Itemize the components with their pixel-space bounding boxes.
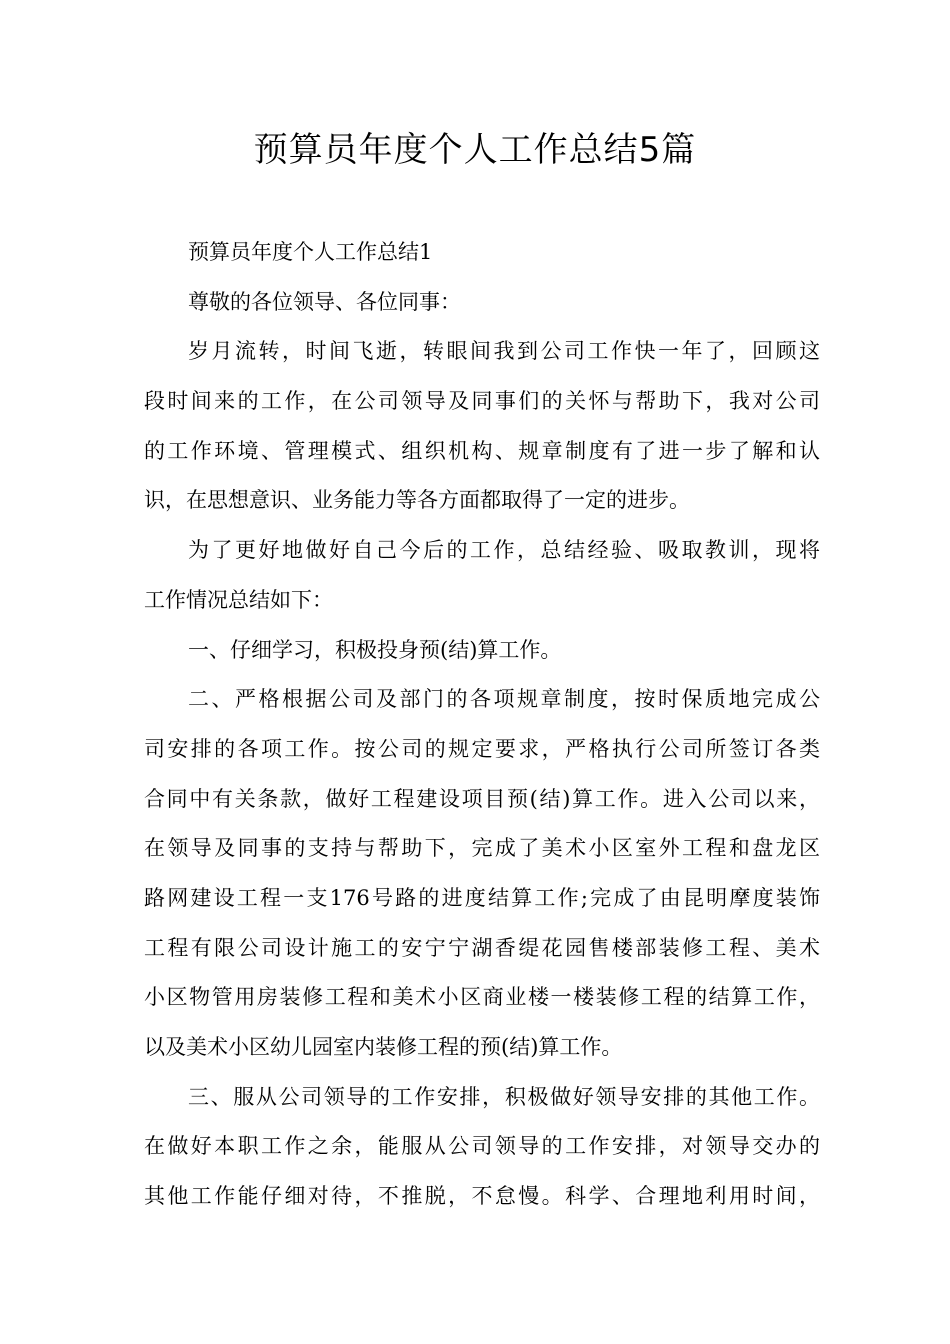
paragraph-line: 段时间来的工作，在公司领导及同事们的关怀与帮助下，我对公司 [144,389,820,414]
paragraph-line: 以及美术小区幼儿园室内装修工程的预(结)算工作。 [144,1035,623,1059]
document-title: 预算员年度个人工作总结5篇 [253,130,697,170]
salutation: 尊敬的各位领导、各位同事： [188,289,461,314]
document-body [144,232,820,1226]
paragraph-line: 小区物管用房装修工程和美术小区商业楼一楼装修工程的结算工作， [144,985,820,1010]
paragraph-line: 识，在思想意识、业务能力等各方面都取得了一定的进步。 [144,488,690,513]
paragraph-line: 路网建设工程一支176号路的进度结算工作;完成了由昆明摩度装饰 [144,885,820,910]
paragraph-line: 为了更好地做好自己今后的工作，总结经验、吸取教训，现将 [188,538,820,563]
section-heading: 预算员年度个人工作总结1 [188,240,433,264]
paragraph-line: 岁月流转，时间飞逝，转眼间我到公司工作快一年了，回顾这 [188,339,820,364]
paragraph-line: 工程有限公司设计施工的安宁宁湖香缇花园售楼部装修工程、美术 [144,935,820,960]
paragraph-line: 合同中有关条款，做好工程建设项目预(结)算工作。进入公司以来， [144,786,820,811]
paragraph-line: 二、严格根据公司及部门的各项规章制度，按时保质地完成公 [188,687,820,712]
paragraph-line: 司安排的各项工作。按公司的规定要求，严格执行公司所签订各类 [144,736,820,761]
paragraph-line: 一、仔细学习，积极投身预(结)算工作。 [188,637,562,662]
paragraph-line: 在做好本职工作之余，能服从公司领导的工作安排，对领导交办的 [144,1134,820,1159]
paragraph-line: 三、服从公司领导的工作安排，积极做好领导安排的其他工作。 [188,1084,820,1109]
paragraph-line: 工作情况总结如下： [144,587,333,612]
paragraph-line: 的工作环境、管理模式、组织机构、规章制度有了进一步了解和认 [144,438,820,463]
paragraph-line: 其他工作能仔细对待，不推脱，不怠慢。科学、合理地利用时间， [144,1184,820,1209]
paragraph-line: 在领导及同事的支持与帮助下，完成了美术小区室外工程和盘龙区 [144,836,820,861]
